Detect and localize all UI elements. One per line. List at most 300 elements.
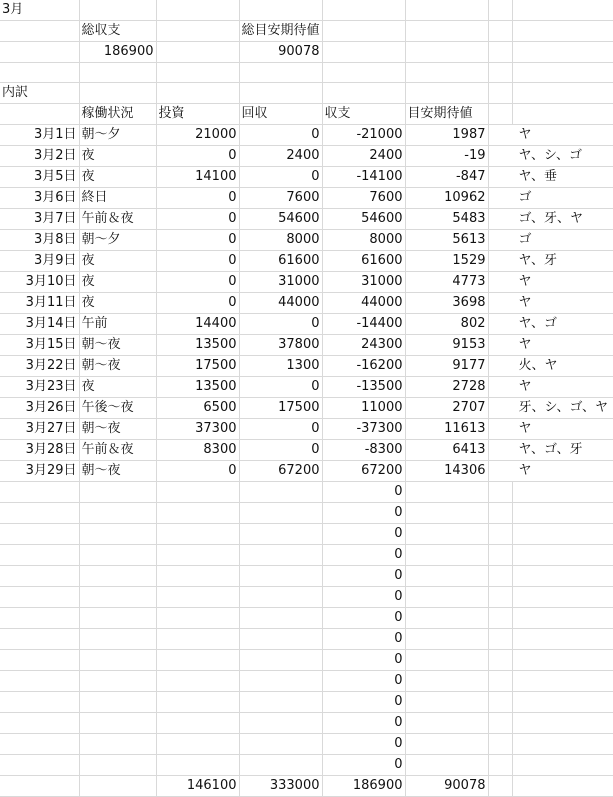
total-expect-label[interactable]: 総目安期待値 [239, 21, 322, 42]
cell[interactable] [239, 482, 322, 503]
date-cell[interactable]: 3月27日 [0, 419, 79, 440]
date-cell[interactable]: 3月28日 [0, 440, 79, 461]
total-expect-value[interactable]: 90078 [239, 42, 322, 63]
date-cell[interactable]: 3月29日 [0, 461, 79, 482]
status-cell[interactable]: 午後～夜 [79, 398, 156, 419]
cell[interactable] [488, 0, 512, 21]
sheet-row [0, 42, 613, 63]
date-cell[interactable]: 3月2日 [0, 146, 79, 167]
cell[interactable] [488, 545, 512, 566]
cell[interactable] [79, 608, 156, 629]
memo-cell[interactable]: ゴ [488, 188, 613, 209]
invest-cell[interactable]: 14400 [156, 314, 239, 335]
cell[interactable] [79, 776, 156, 797]
memo-cell[interactable]: 火、ヤ [488, 356, 613, 377]
memo-cell[interactable]: ゴ、牙、ヤ [488, 209, 613, 230]
empty-balance-cell[interactable]: 0 [322, 629, 405, 650]
recover-cell[interactable]: 8000 [239, 230, 322, 251]
table-row [0, 209, 613, 230]
cell[interactable] [405, 629, 488, 650]
cell[interactable] [488, 713, 512, 734]
cell[interactable] [0, 104, 79, 125]
recover-cell[interactable]: 0 [239, 377, 322, 398]
cell[interactable] [488, 482, 512, 503]
cell[interactable] [0, 650, 79, 671]
cell[interactable] [488, 671, 512, 692]
sheet-row [0, 0, 613, 21]
cell[interactable] [156, 545, 239, 566]
invest-cell[interactable]: 0 [156, 230, 239, 251]
expect-cell[interactable]: -847 [405, 167, 488, 188]
date-cell[interactable]: 3月7日 [0, 209, 79, 230]
empty-balance-cell[interactable]: 0 [322, 734, 405, 755]
sheet-row [0, 63, 613, 83]
invest-cell[interactable]: 13500 [156, 377, 239, 398]
expect-cell[interactable]: 6413 [405, 440, 488, 461]
cell[interactable] [79, 671, 156, 692]
invest-cell[interactable]: 0 [156, 461, 239, 482]
recover-cell[interactable]: 0 [239, 314, 322, 335]
invest-cell[interactable]: 0 [156, 272, 239, 293]
status-cell[interactable]: 夜 [79, 377, 156, 398]
cell[interactable] [405, 83, 488, 104]
expect-cell[interactable]: 5613 [405, 230, 488, 251]
cell[interactable] [405, 0, 488, 21]
breakdown-label[interactable]: 内訳 [0, 83, 79, 104]
balance-cell[interactable]: 61600 [322, 251, 405, 272]
empty-row [0, 755, 613, 776]
cell[interactable] [405, 482, 488, 503]
cell[interactable] [79, 83, 156, 104]
total-invest-cell[interactable]: 146100 [156, 776, 239, 797]
cell[interactable] [405, 734, 488, 755]
expect-cell[interactable]: 4773 [405, 272, 488, 293]
empty-balance-cell[interactable]: 0 [322, 671, 405, 692]
cell[interactable] [156, 671, 239, 692]
cell[interactable] [239, 629, 322, 650]
cell[interactable] [488, 776, 512, 797]
memo-cell[interactable]: ヤ、牙 [488, 251, 613, 272]
balance-cell[interactable]: 24300 [322, 335, 405, 356]
date-cell[interactable]: 3月22日 [0, 356, 79, 377]
cell[interactable] [405, 755, 488, 776]
cell[interactable] [405, 42, 488, 63]
cell[interactable] [0, 63, 79, 83]
cell[interactable] [239, 566, 322, 587]
cell[interactable] [512, 713, 613, 734]
balance-cell[interactable]: 8000 [322, 230, 405, 251]
cell[interactable] [405, 713, 488, 734]
expect-cell[interactable]: 2728 [405, 377, 488, 398]
cell[interactable] [405, 671, 488, 692]
date-cell[interactable]: 3月23日 [0, 377, 79, 398]
table-row [0, 335, 613, 356]
cell[interactable] [79, 734, 156, 755]
cell[interactable] [405, 503, 488, 524]
cell[interactable] [79, 63, 156, 83]
cell[interactable] [156, 692, 239, 713]
invest-cell[interactable]: 13500 [156, 335, 239, 356]
cell[interactable] [239, 650, 322, 671]
status-cell[interactable]: 朝～夕 [79, 125, 156, 146]
cell[interactable] [79, 482, 156, 503]
expect-cell[interactable]: 1529 [405, 251, 488, 272]
cell[interactable] [512, 83, 613, 104]
cell[interactable] [322, 63, 405, 83]
status-cell[interactable]: 朝～夜 [79, 335, 156, 356]
expect-cell[interactable]: 5483 [405, 209, 488, 230]
cell[interactable] [79, 692, 156, 713]
balance-cell[interactable]: 67200 [322, 461, 405, 482]
balance-cell[interactable]: -14400 [322, 314, 405, 335]
recover-cell[interactable]: 0 [239, 167, 322, 188]
cell[interactable] [79, 0, 156, 21]
cell[interactable] [405, 692, 488, 713]
cell[interactable] [0, 566, 79, 587]
invest-cell[interactable]: 8300 [156, 440, 239, 461]
recover-cell[interactable]: 7600 [239, 188, 322, 209]
empty-balance-cell[interactable]: 0 [322, 524, 405, 545]
cell[interactable] [79, 524, 156, 545]
cell[interactable] [512, 482, 613, 503]
expect-cell[interactable]: 14306 [405, 461, 488, 482]
status-cell[interactable]: 朝～夜 [79, 419, 156, 440]
expect-cell[interactable]: 802 [405, 314, 488, 335]
invest-cell[interactable]: 0 [156, 209, 239, 230]
invest-cell[interactable]: 6500 [156, 398, 239, 419]
memo-cell[interactable]: 牙、シ、ゴ、ヤ [488, 398, 613, 419]
cell[interactable] [156, 524, 239, 545]
invest-cell[interactable]: 0 [156, 188, 239, 209]
table-row [0, 167, 613, 188]
recover-cell[interactable]: 31000 [239, 272, 322, 293]
empty-balance-cell[interactable]: 0 [322, 692, 405, 713]
date-cell[interactable]: 3月15日 [0, 335, 79, 356]
cell[interactable] [239, 545, 322, 566]
cell[interactable] [488, 608, 512, 629]
empty-balance-cell[interactable]: 0 [322, 713, 405, 734]
invest-cell[interactable]: 0 [156, 251, 239, 272]
cell[interactable] [405, 566, 488, 587]
cell[interactable] [488, 629, 512, 650]
expect-cell[interactable]: -19 [405, 146, 488, 167]
cell[interactable] [239, 83, 322, 104]
memo-cell[interactable]: ヤ [488, 293, 613, 314]
cell[interactable] [156, 650, 239, 671]
cell[interactable] [239, 734, 322, 755]
cell[interactable] [512, 21, 613, 42]
cell[interactable] [239, 713, 322, 734]
empty-balance-cell[interactable]: 0 [322, 587, 405, 608]
balance-cell[interactable]: -16200 [322, 356, 405, 377]
cell[interactable] [322, 83, 405, 104]
date-cell[interactable]: 3月5日 [0, 167, 79, 188]
cell[interactable] [156, 503, 239, 524]
empty-balance-cell[interactable]: 0 [322, 650, 405, 671]
cell[interactable] [0, 503, 79, 524]
cell[interactable] [488, 104, 512, 125]
cell[interactable] [322, 21, 405, 42]
recover-cell[interactable]: 54600 [239, 209, 322, 230]
totals-row [0, 776, 613, 797]
cell[interactable] [239, 0, 322, 21]
cell[interactable] [79, 755, 156, 776]
empty-balance-cell[interactable]: 0 [322, 608, 405, 629]
cell[interactable] [488, 524, 512, 545]
expect-cell[interactable]: 1987 [405, 125, 488, 146]
balance-cell[interactable]: -21000 [322, 125, 405, 146]
memo-cell[interactable]: ヤ [488, 419, 613, 440]
balance-cell[interactable]: 31000 [322, 272, 405, 293]
header-balance[interactable]: 収支 [322, 104, 405, 125]
invest-cell[interactable]: 21000 [156, 125, 239, 146]
recover-cell[interactable]: 37800 [239, 335, 322, 356]
recover-cell[interactable]: 44000 [239, 293, 322, 314]
status-cell[interactable]: 朝～夜 [79, 461, 156, 482]
table-row [0, 461, 613, 482]
empty-row [0, 608, 613, 629]
balance-cell[interactable]: 11000 [322, 398, 405, 419]
cell[interactable] [79, 566, 156, 587]
cell[interactable] [156, 0, 239, 21]
cell[interactable] [156, 608, 239, 629]
month-title-cell[interactable]: 3月 [0, 0, 79, 21]
cell[interactable] [0, 692, 79, 713]
balance-cell[interactable]: -14100 [322, 167, 405, 188]
empty-balance-cell[interactable]: 0 [322, 482, 405, 503]
cell[interactable] [156, 83, 239, 104]
recover-cell[interactable]: 0 [239, 419, 322, 440]
total-expect-cell[interactable]: 90078 [405, 776, 488, 797]
date-cell[interactable]: 3月10日 [0, 272, 79, 293]
cell[interactable] [0, 713, 79, 734]
cell[interactable] [405, 524, 488, 545]
cell[interactable] [0, 755, 79, 776]
expect-cell[interactable]: 11613 [405, 419, 488, 440]
cell[interactable] [405, 587, 488, 608]
cell[interactable] [239, 608, 322, 629]
cell[interactable] [488, 734, 512, 755]
cell[interactable] [0, 671, 79, 692]
date-cell[interactable]: 3月11日 [0, 293, 79, 314]
table-row [0, 146, 613, 167]
cell[interactable] [239, 755, 322, 776]
recover-cell[interactable]: 1300 [239, 356, 322, 377]
cell[interactable] [512, 608, 613, 629]
cell[interactable] [512, 629, 613, 650]
cell[interactable] [512, 671, 613, 692]
recover-cell[interactable]: 17500 [239, 398, 322, 419]
cell[interactable] [156, 713, 239, 734]
expect-cell[interactable]: 9177 [405, 356, 488, 377]
cell[interactable] [156, 482, 239, 503]
cell[interactable] [512, 587, 613, 608]
memo-cell[interactable]: ヤ [488, 272, 613, 293]
memo-cell[interactable]: ヤ、ゴ [488, 314, 613, 335]
cell[interactable] [79, 650, 156, 671]
cell[interactable] [0, 482, 79, 503]
status-cell[interactable]: 夜 [79, 167, 156, 188]
cell[interactable] [156, 566, 239, 587]
cell[interactable] [79, 587, 156, 608]
status-cell[interactable]: 夜 [79, 146, 156, 167]
cell[interactable] [239, 692, 322, 713]
cell[interactable] [0, 587, 79, 608]
date-cell[interactable]: 3月6日 [0, 188, 79, 209]
recover-cell[interactable]: 61600 [239, 251, 322, 272]
header-expect[interactable]: 目安期待値 [405, 104, 488, 125]
cell[interactable] [405, 650, 488, 671]
expect-cell[interactable]: 10962 [405, 188, 488, 209]
cell[interactable] [0, 734, 79, 755]
cell[interactable] [512, 776, 613, 797]
memo-cell[interactable]: ヤ、垂 [488, 167, 613, 188]
cell[interactable] [405, 63, 488, 83]
date-cell[interactable]: 3月26日 [0, 398, 79, 419]
cell[interactable] [79, 629, 156, 650]
cell[interactable] [156, 734, 239, 755]
cell[interactable] [488, 83, 512, 104]
cell[interactable] [512, 63, 613, 83]
cell[interactable] [0, 545, 79, 566]
invest-cell[interactable]: 0 [156, 146, 239, 167]
cell[interactable] [488, 42, 512, 63]
cell[interactable] [156, 755, 239, 776]
memo-cell[interactable]: ヤ、シ、ゴ [488, 146, 613, 167]
invest-cell[interactable]: 0 [156, 293, 239, 314]
expect-cell[interactable]: 9153 [405, 335, 488, 356]
cell[interactable] [0, 776, 79, 797]
cell[interactable] [0, 629, 79, 650]
invest-cell[interactable]: 17500 [156, 356, 239, 377]
balance-cell[interactable]: 7600 [322, 188, 405, 209]
date-cell[interactable]: 3月1日 [0, 125, 79, 146]
date-cell[interactable]: 3月9日 [0, 251, 79, 272]
cell[interactable] [488, 566, 512, 587]
cell[interactable] [156, 21, 239, 42]
total-balance-value[interactable]: 186900 [79, 42, 156, 63]
recover-cell[interactable]: 0 [239, 440, 322, 461]
cell[interactable] [79, 713, 156, 734]
status-cell[interactable]: 夜 [79, 293, 156, 314]
empty-balance-cell[interactable]: 0 [322, 503, 405, 524]
cell[interactable] [488, 692, 512, 713]
status-cell[interactable]: 夜 [79, 251, 156, 272]
status-cell[interactable]: 終日 [79, 188, 156, 209]
total-recover-cell[interactable]: 333000 [239, 776, 322, 797]
memo-cell[interactable]: ヤ [488, 377, 613, 398]
cell[interactable] [512, 104, 613, 125]
cell[interactable] [156, 42, 239, 63]
cell[interactable] [156, 63, 239, 83]
total-balance-cell[interactable]: 186900 [322, 776, 405, 797]
header-invest[interactable]: 投資 [156, 104, 239, 125]
cell[interactable] [239, 671, 322, 692]
memo-cell[interactable]: ヤ [488, 335, 613, 356]
memo-cell[interactable]: ゴ [488, 230, 613, 251]
empty-balance-cell[interactable]: 0 [322, 545, 405, 566]
balance-cell[interactable]: 44000 [322, 293, 405, 314]
empty-balance-cell[interactable]: 0 [322, 755, 405, 776]
status-cell[interactable]: 午前 [79, 314, 156, 335]
cell[interactable] [239, 587, 322, 608]
status-cell[interactable]: 午前＆夜 [79, 209, 156, 230]
cell[interactable] [0, 21, 79, 42]
cell[interactable] [512, 566, 613, 587]
cell[interactable] [79, 545, 156, 566]
memo-cell[interactable]: ヤ、ゴ、牙 [488, 440, 613, 461]
cell[interactable] [79, 503, 156, 524]
cell[interactable] [405, 21, 488, 42]
cell[interactable] [488, 755, 512, 776]
cell[interactable] [239, 524, 322, 545]
cell[interactable] [405, 608, 488, 629]
header-status[interactable]: 稼働状況 [79, 104, 156, 125]
empty-row [0, 524, 613, 545]
expect-cell[interactable]: 2707 [405, 398, 488, 419]
cell[interactable] [322, 0, 405, 21]
header-recover[interactable]: 回収 [239, 104, 322, 125]
status-cell[interactable]: 午前＆夜 [79, 440, 156, 461]
date-cell[interactable]: 3月14日 [0, 314, 79, 335]
cell[interactable] [239, 503, 322, 524]
memo-cell[interactable]: ヤ [488, 461, 613, 482]
empty-balance-cell[interactable]: 0 [322, 566, 405, 587]
cell[interactable] [0, 42, 79, 63]
balance-cell[interactable]: 2400 [322, 146, 405, 167]
cell[interactable] [488, 650, 512, 671]
invest-cell[interactable]: 14100 [156, 167, 239, 188]
cell[interactable] [512, 755, 613, 776]
balance-cell[interactable]: -37300 [322, 419, 405, 440]
expect-cell[interactable]: 3698 [405, 293, 488, 314]
cell[interactable] [512, 524, 613, 545]
cell[interactable] [512, 692, 613, 713]
recover-cell[interactable]: 0 [239, 125, 322, 146]
cell[interactable] [512, 42, 613, 63]
total-balance-label[interactable]: 総収支 [79, 21, 156, 42]
recover-cell[interactable]: 2400 [239, 146, 322, 167]
cell[interactable] [0, 608, 79, 629]
cell[interactable] [512, 503, 613, 524]
cell[interactable] [488, 63, 512, 83]
memo-cell[interactable]: ヤ [488, 125, 613, 146]
cell[interactable] [488, 21, 512, 42]
cell[interactable] [512, 0, 613, 21]
status-cell[interactable]: 夜 [79, 272, 156, 293]
cell[interactable] [488, 503, 512, 524]
cell[interactable] [156, 587, 239, 608]
cell[interactable] [156, 629, 239, 650]
cell[interactable] [405, 545, 488, 566]
cell[interactable] [512, 734, 613, 755]
cell[interactable] [512, 545, 613, 566]
status-cell[interactable]: 朝～夕 [79, 230, 156, 251]
cell[interactable] [239, 63, 322, 83]
recover-cell[interactable]: 67200 [239, 461, 322, 482]
cell[interactable] [322, 42, 405, 63]
cell[interactable] [0, 524, 79, 545]
status-cell[interactable]: 朝～夜 [79, 356, 156, 377]
invest-cell[interactable]: 37300 [156, 419, 239, 440]
balance-cell[interactable]: 54600 [322, 209, 405, 230]
balance-cell[interactable]: -13500 [322, 377, 405, 398]
balance-cell[interactable]: -8300 [322, 440, 405, 461]
date-cell[interactable]: 3月8日 [0, 230, 79, 251]
table-row [0, 398, 613, 419]
cell[interactable] [488, 587, 512, 608]
cell[interactable] [512, 650, 613, 671]
